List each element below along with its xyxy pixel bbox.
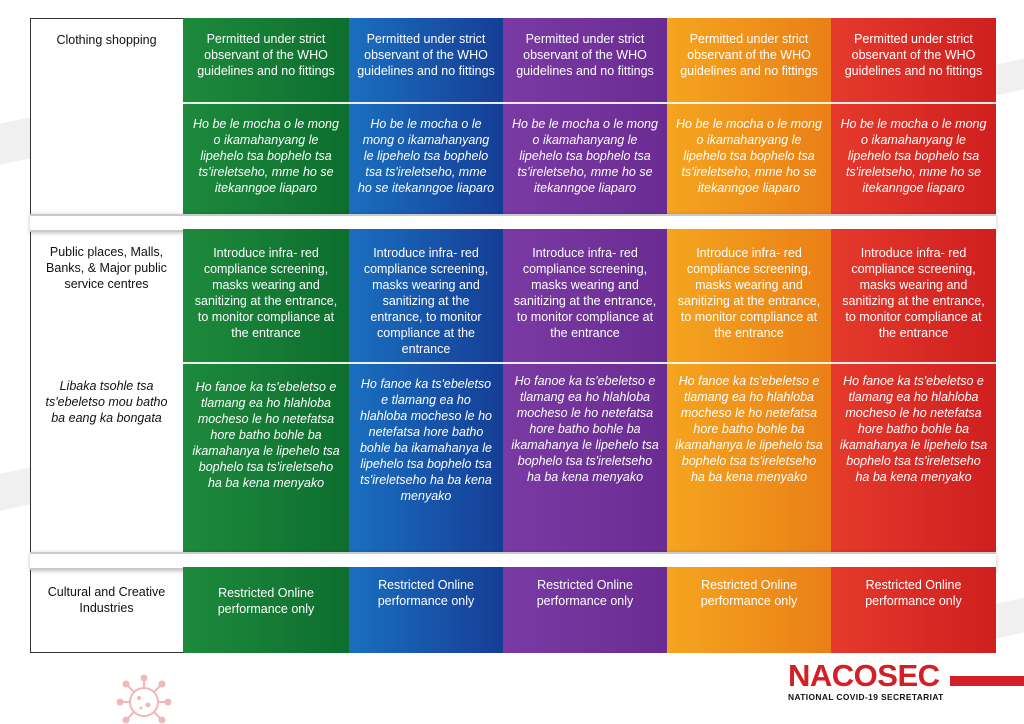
cell-cultural-orange: Restricted Online performance only — [667, 567, 831, 653]
cell-public-purple-en: Introduce infra- red compliance screening, masks wearing and sanitizing at the entrance, to monitor compliance at the entrance — [503, 229, 667, 363]
cell-clothing-red-en: Permitted under strict observant of the WHO guidelines and no fittings — [831, 18, 996, 103]
cell-public-orange-en: Introduce infra- red compliance screening, masks wearing and sanitizing at the entrance, to monitor compliance at the entrance — [667, 229, 831, 363]
row-label-public-places-st: Libaka tsohle tsa ts'ebeletso mou batho ba eang ka bongata — [45, 379, 168, 425]
logo-name: NACOSEC — [788, 658, 940, 693]
cell-clothing-orange-en: Permitted under strict observant of the WHO guidelines and no fittings — [667, 18, 831, 103]
cell-public-red-en: Introduce infra- red compliance screening, masks wearing and sanitizing at the entrance, to monitor compliance at the entrance — [831, 229, 996, 363]
cell-public-red-st: Ho fanoe ka ts'ebeletso e tlamang ea ho hlahloba mocheso le ho netefatsa hore batho bohle ba ikamahanya le lipehelo tsa bophelo tsa ts'ireletseho ha ba kena menyako — [831, 363, 996, 553]
row-divider — [183, 102, 996, 104]
cell-clothing-purple-en: Permitted under strict observant of the WHO guidelines and no fittings — [503, 18, 667, 103]
cell-public-blue-st: Ho fanoe ka ts'ebeletso e tlamang ea ho hlahloba mocheso le ho netefatsa hore batho bohle ba ikamahanya le lipehelo tsa bophelo tsa ts'ireletseho ha ba kena menyako — [349, 363, 503, 553]
cell-public-orange-st: Ho fanoe ka ts'ebeletso e tlamang ea ho hlahloba mocheso le ho netefatsa hore batho bohle ba ikamahanya le lipehelo tsa bophelo tsa ts'ireletseho ha ba kena menyako — [667, 363, 831, 553]
row-label-cultural: Cultural and Creative Industries — [47, 585, 166, 615]
cell-clothing-orange-st: Ho be le mocha o le mong o ikamahanyang le lipehelo tsa bophelo tsa ts'ireletseho, mme ho se itekanngoe liaparo — [667, 103, 831, 215]
row-label-clothing-shopping: Clothing shopping — [56, 33, 157, 47]
row-divider — [183, 362, 996, 364]
nacosec-logo — [788, 660, 944, 702]
logo-bar — [950, 676, 1024, 686]
cell-public-purple-st: Ho fanoe ka ts'ebeletso e tlamang ea ho hlahloba mocheso le ho netefatsa hore batho bohle ba ikamahanya le lipehelo tsa bophelo tsa ts'ireletseho ha ba kena menyako — [503, 363, 667, 553]
cell-cultural-red: Restricted Online performance only — [831, 567, 996, 653]
cell-clothing-blue-st: Ho be le mocha o le mong o ikamahanyang le lipehelo tsa bophelo tsa ts'ireletseho, mme ho se itekanngoe liaparo — [349, 103, 503, 215]
cell-clothing-green-st: Ho be le mocha o le mong o ikamahanyang le lipehelo tsa bophelo tsa ts'ireletseho, mme ho se itekanngoe liaparo — [183, 103, 349, 215]
cell-public-blue-en: Introduce infra- red compliance screening, masks wearing and sanitizing at the entrance, to monitor compliance at the entrance — [349, 229, 503, 363]
logo-subtitle: NATIONAL COVID-19 SECRETARIAT — [788, 692, 944, 702]
cell-clothing-green-en: Permitted under strict observant of the WHO guidelines and no fittings — [183, 18, 349, 103]
cell-public-green-st: Ho fanoe ka ts'ebeletso e tlamang ea ho hlahloba mocheso le ho netefatsa hore batho bohle ba ikamahanya le lipehelo tsa bophelo tsa ts'ireletseho ha ba kena menyako — [183, 363, 349, 553]
cell-clothing-blue-en: Permitted under strict observant of the WHO guidelines and no fittings — [349, 18, 503, 103]
cell-cultural-purple: Restricted Online performance only — [503, 567, 667, 653]
cell-clothing-purple-st: Ho be le mocha o le mong o ikamahanyang le lipehelo tsa bophelo tsa ts'ireletseho, mme ho se itekanngoe liaparo — [503, 103, 667, 215]
row-label-public-places: Public places, Malls, Banks, & Major public service centres — [46, 245, 167, 291]
virus-icon — [114, 672, 174, 724]
cell-clothing-red-st: Ho be le mocha o le mong o ikamahanyang le lipehelo tsa bophelo tsa ts'ireletseho, mme ho se itekanngoe liaparo — [831, 103, 996, 215]
cell-cultural-green: Restricted Online performance only — [183, 567, 349, 653]
cell-public-green-en: Introduce infra- red compliance screening, masks wearing and sanitizing at the entrance, to monitor compliance at the entrance — [183, 229, 349, 363]
cell-cultural-blue: Restricted Online performance only — [349, 567, 503, 653]
